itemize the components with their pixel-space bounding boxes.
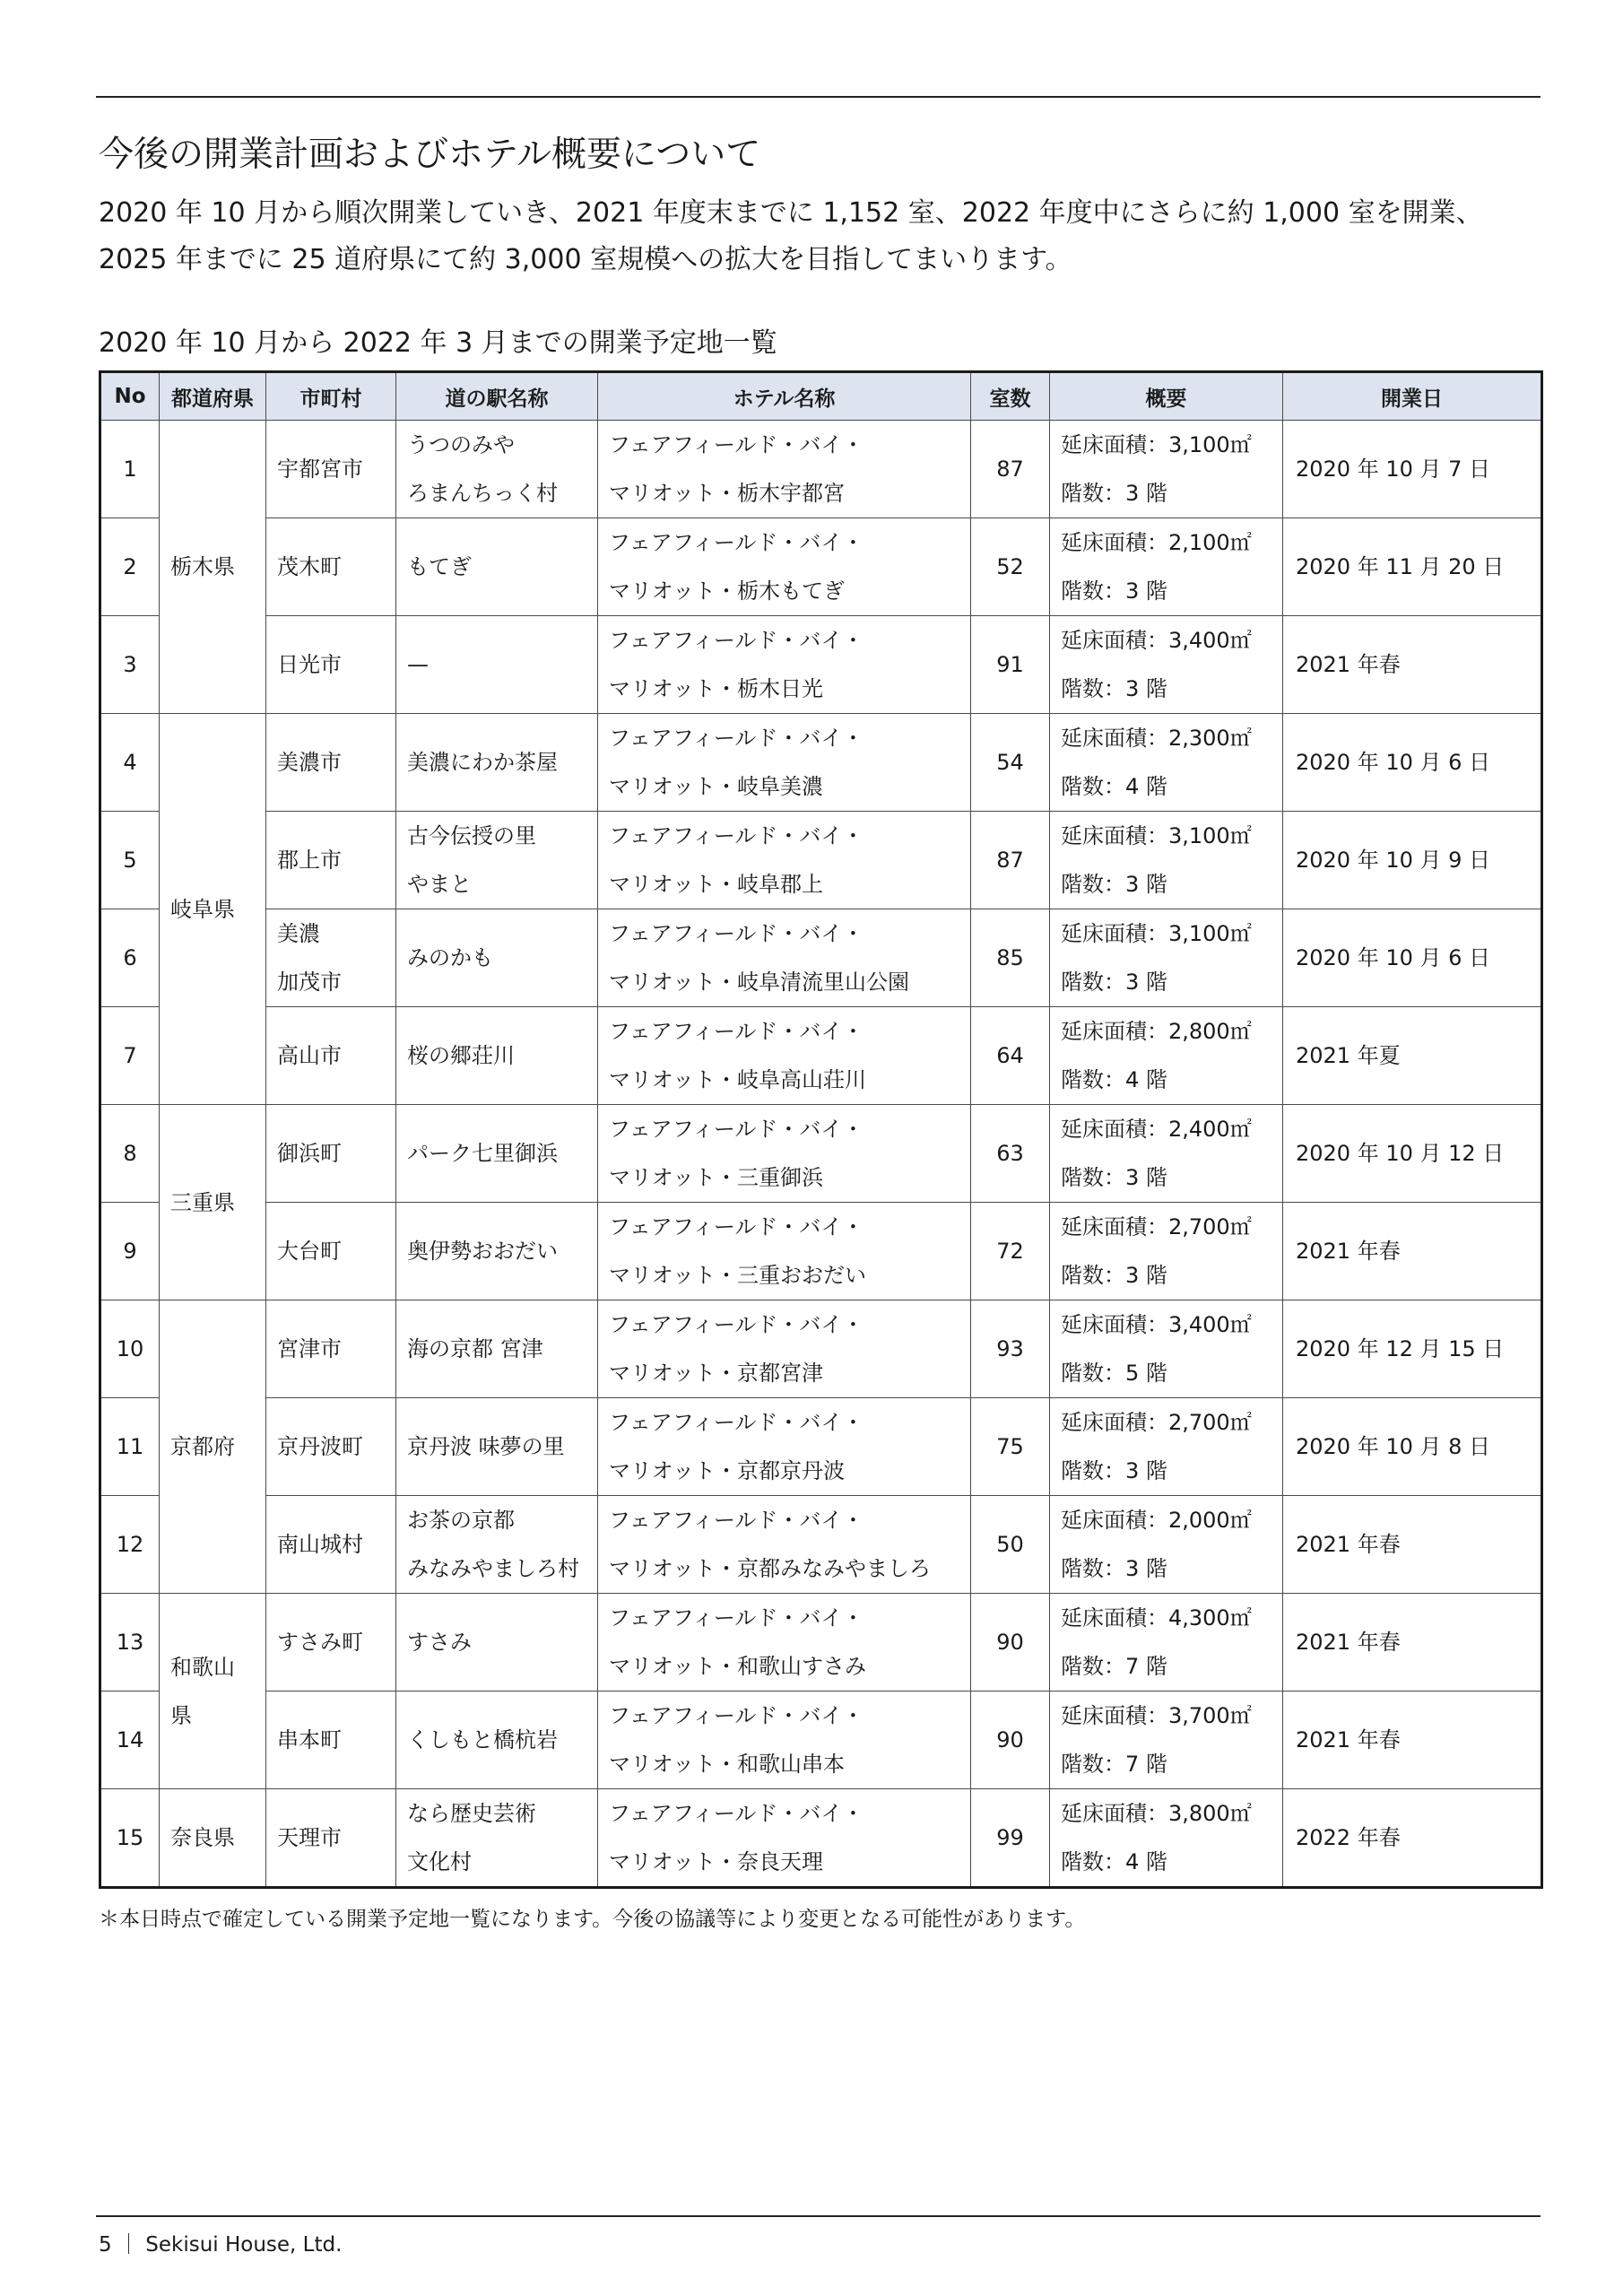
prefecture-cell: 岐阜県	[160, 714, 266, 1105]
prefecture-cell: 三重県	[160, 1105, 266, 1300]
city-cell	[266, 1789, 396, 1888]
floor-count: 階数：3 階	[1061, 1263, 1167, 1288]
rooms-cell: 99	[971, 1789, 1050, 1888]
table-row	[100, 1496, 1542, 1594]
table-row	[100, 812, 1542, 909]
city-line: 茂木町	[277, 554, 342, 579]
hotel-line: フェアフィールド・バイ・	[609, 1312, 864, 1337]
row-number: 12	[100, 1496, 160, 1594]
floor-count: 階数：3 階	[1061, 676, 1167, 701]
floor-area: 延床面積：3,100㎡	[1061, 432, 1252, 457]
row-number: 5	[100, 812, 160, 909]
row-number: 7	[100, 1007, 160, 1105]
row-number: 14	[100, 1692, 160, 1789]
station-cell	[396, 518, 598, 616]
floor-count: 階数：4 階	[1061, 774, 1167, 799]
hotel-line: フェアフィールド・バイ・	[609, 1605, 864, 1631]
floor-area: 延床面積：2,400㎡	[1061, 1117, 1252, 1142]
city-cell	[266, 1007, 396, 1105]
floor-count: 階数：5 階	[1061, 1361, 1167, 1386]
station-cell	[396, 1398, 598, 1496]
overview-cell	[1050, 1692, 1283, 1789]
station-cell	[396, 1203, 598, 1300]
city-line: 美濃	[277, 921, 320, 946]
intro-paragraph: 2020 年 10 月から順次開業していき、2021 年度末までに 1,152 室、2022 年度中にさらに約 1,000 室を開業、2025 年までに 25 道府県にて約 3,000 室規模への拡大を目指してまいります。	[99, 197, 1483, 275]
top-divider	[96, 96, 1541, 98]
floor-count: 階数：7 階	[1061, 1654, 1167, 1679]
station-cell	[396, 1007, 598, 1105]
station-cell	[396, 909, 598, 1007]
hotel-line: マリオット・岐阜高山荘川	[609, 1067, 867, 1092]
opening-date-cell: 2022 年春	[1283, 1789, 1542, 1888]
station-cell	[396, 1594, 598, 1692]
hotel-line: マリオット・三重おおだい	[609, 1263, 867, 1288]
opening-date-cell: 2021 年春	[1283, 1496, 1542, 1594]
rooms-cell: 90	[971, 1594, 1050, 1692]
floor-count: 階数：3 階	[1061, 1458, 1167, 1483]
station-cell	[396, 1496, 598, 1594]
opening-date-cell: 2020 年 10 月 6 日	[1283, 714, 1542, 812]
hotel-cell	[598, 1300, 971, 1398]
floor-count: 階数：4 階	[1061, 1067, 1167, 1092]
overview-cell	[1050, 812, 1283, 909]
hotel-line: マリオット・三重御浜	[609, 1165, 824, 1190]
city-line: 日光市	[277, 652, 342, 677]
city-cell	[266, 518, 396, 616]
rooms-cell: 54	[971, 714, 1050, 812]
station-line: くしもと橋杭岩	[407, 1727, 558, 1752]
floor-area: 延床面積：2,700㎡	[1061, 1214, 1252, 1239]
city-line: 加茂市	[277, 970, 342, 995]
hotel-cell	[598, 1692, 971, 1789]
city-cell	[266, 1496, 396, 1594]
hotel-cell	[598, 1398, 971, 1496]
row-number: 13	[100, 1594, 160, 1692]
hotel-cell	[598, 518, 971, 616]
table-caption: 2020 年 10 月から 2022 年 3 月までの開業予定地一覧	[99, 327, 777, 359]
station-line: なら歴史芸術	[407, 1801, 536, 1826]
hotel-cell	[598, 1496, 971, 1594]
opening-date-cell: 2021 年春	[1283, 1692, 1542, 1789]
city-cell	[266, 1203, 396, 1300]
opening-date-cell: 2021 年春	[1283, 1594, 1542, 1692]
page-title: 今後の開業計画およびホテル概要について	[99, 135, 761, 175]
rooms-cell: 72	[971, 1203, 1050, 1300]
table-row	[100, 909, 1542, 1007]
rooms-cell: 85	[971, 909, 1050, 1007]
opening-date-cell: 2020 年 10 月 7 日	[1283, 421, 1542, 518]
rooms-cell: 63	[971, 1105, 1050, 1203]
table-header-row	[100, 372, 1542, 421]
header-hotel: ホテル名称	[598, 372, 971, 421]
city-line: 京丹波町	[277, 1434, 363, 1459]
header-station: 道の駅名称	[396, 372, 598, 421]
hotel-cell	[598, 421, 971, 518]
floor-area: 延床面積：2,100㎡	[1061, 530, 1252, 555]
table-row	[100, 1594, 1542, 1692]
floor-count: 階数：3 階	[1061, 481, 1167, 506]
table-row	[100, 616, 1542, 714]
opening-date-cell: 2020 年 12 月 15 日	[1283, 1300, 1542, 1398]
opening-plan-table	[99, 370, 1543, 1889]
station-line: みのかも	[407, 945, 493, 970]
station-cell	[396, 1789, 598, 1888]
station-line: パーク七里御浜	[407, 1141, 558, 1166]
header-no: No	[100, 372, 160, 421]
prefecture-cell: 奈良県	[160, 1789, 266, 1888]
hotel-cell	[598, 1105, 971, 1203]
station-line: もてぎ	[407, 554, 472, 579]
floor-area: 延床面積：3,400㎡	[1061, 1312, 1252, 1337]
hotel-line: マリオット・栃木宇都宮	[609, 481, 846, 506]
station-cell	[396, 421, 598, 518]
floor-area: 延床面積：2,800㎡	[1061, 1019, 1252, 1044]
city-cell	[266, 1692, 396, 1789]
hotel-line: フェアフィールド・バイ・	[609, 726, 864, 751]
hotel-cell	[598, 812, 971, 909]
floor-count: 階数：4 階	[1061, 1849, 1167, 1874]
rooms-cell: 52	[971, 518, 1050, 616]
city-cell	[266, 1105, 396, 1203]
overview-cell	[1050, 1496, 1283, 1594]
floor-area: 延床面積：3,100㎡	[1061, 823, 1252, 848]
opening-date-cell: 2020 年 10 月 8 日	[1283, 1398, 1542, 1496]
floor-count: 階数：3 階	[1061, 1165, 1167, 1190]
row-number: 9	[100, 1203, 160, 1300]
overview-cell	[1050, 1594, 1283, 1692]
row-number: 1	[100, 421, 160, 518]
hotel-line: マリオット・奈良天理	[609, 1849, 824, 1874]
city-line: 高山市	[277, 1043, 342, 1068]
header-rooms: 室数	[971, 372, 1050, 421]
rooms-cell: 93	[971, 1300, 1050, 1398]
hotel-line: マリオット・岐阜郡上	[609, 872, 824, 897]
floor-area: 延床面積：3,700㎡	[1061, 1703, 1252, 1728]
city-line: 美濃市	[277, 750, 342, 775]
prefecture-cell: 京都府	[160, 1300, 266, 1594]
hotel-line: フェアフィールド・バイ・	[609, 530, 864, 555]
floor-area: 延床面積：2,300㎡	[1061, 726, 1252, 751]
city-cell	[266, 616, 396, 714]
hotel-line: マリオット・京都みなみやましろ	[609, 1556, 932, 1581]
row-number: 10	[100, 1300, 160, 1398]
station-line: やまと	[407, 872, 472, 897]
floor-area: 延床面積：2,000㎡	[1061, 1508, 1252, 1533]
station-line: お茶の京都	[407, 1508, 515, 1533]
row-number: 11	[100, 1398, 160, 1496]
table-row	[100, 421, 1542, 518]
table-row	[100, 1300, 1542, 1398]
opening-date-cell: 2021 年春	[1283, 1203, 1542, 1300]
hotel-line: フェアフィールド・バイ・	[609, 1214, 864, 1239]
floor-area: 延床面積：2,700㎡	[1061, 1410, 1252, 1435]
station-line: 美濃にわか茶屋	[407, 750, 558, 775]
table-row	[100, 518, 1542, 616]
station-cell	[396, 714, 598, 812]
floor-count: 階数：7 階	[1061, 1752, 1167, 1777]
prefecture-cell: 和歌山県	[160, 1594, 266, 1789]
city-line: 宇都宮市	[277, 457, 363, 482]
opening-date-cell: 2021 年春	[1283, 616, 1542, 714]
city-cell	[266, 909, 396, 1007]
station-cell	[396, 1692, 598, 1789]
floor-area: 延床面積：3,800㎡	[1061, 1801, 1252, 1826]
overview-cell	[1050, 909, 1283, 1007]
city-line: 御浜町	[277, 1141, 342, 1166]
hotel-line: マリオット・京都京丹波	[609, 1458, 846, 1483]
city-line: 宮津市	[277, 1336, 342, 1361]
station-cell	[396, 1105, 598, 1203]
row-number: 6	[100, 909, 160, 1007]
station-line: ろまんちっく村	[407, 481, 558, 506]
city-cell	[266, 1398, 396, 1496]
table-row	[100, 714, 1542, 812]
floor-count: 階数：3 階	[1061, 970, 1167, 995]
hotel-line: マリオット・栃木日光	[609, 676, 824, 701]
page-footer: 5 ｜ Sekisui House, Ltd.	[99, 2233, 343, 2257]
table-row	[100, 1692, 1542, 1789]
rooms-cell: 91	[971, 616, 1050, 714]
overview-cell	[1050, 1007, 1283, 1105]
hotel-line: マリオット・栃木もてぎ	[609, 578, 846, 604]
hotel-cell	[598, 1789, 971, 1888]
bottom-divider	[96, 2215, 1541, 2217]
opening-date-cell: 2020 年 10 月 12 日	[1283, 1105, 1542, 1203]
station-cell	[396, 812, 598, 909]
overview-cell	[1050, 1789, 1283, 1888]
opening-date-cell: 2020 年 10 月 9 日	[1283, 812, 1542, 909]
hotel-line: フェアフィールド・バイ・	[609, 921, 864, 946]
overview-cell	[1050, 714, 1283, 812]
header-prefecture: 都道府県	[160, 372, 266, 421]
hotel-line: フェアフィールド・バイ・	[609, 1410, 864, 1435]
hotel-line: マリオット・和歌山串本	[609, 1752, 846, 1777]
station-cell	[396, 1300, 598, 1398]
overview-cell	[1050, 616, 1283, 714]
station-line: すさみ	[407, 1630, 472, 1655]
city-line: 天理市	[277, 1825, 342, 1850]
table-row	[100, 1789, 1542, 1888]
station-line: 海の京都 宮津	[407, 1336, 543, 1361]
overview-cell	[1050, 1203, 1283, 1300]
opening-date-cell: 2020 年 10 月 6 日	[1283, 909, 1542, 1007]
hotel-line: マリオット・岐阜清流里山公園	[609, 970, 910, 995]
hotel-line: フェアフィールド・バイ・	[609, 1019, 864, 1044]
rooms-cell: 64	[971, 1007, 1050, 1105]
station-line: 古今伝授の里	[407, 823, 536, 848]
floor-area: 延床面積：3,100㎡	[1061, 921, 1252, 946]
city-line: 大台町	[277, 1239, 342, 1264]
city-cell	[266, 714, 396, 812]
row-number: 2	[100, 518, 160, 616]
station-line: —	[407, 652, 429, 677]
city-cell	[266, 421, 396, 518]
floor-count: 階数：3 階	[1061, 1556, 1167, 1581]
rooms-cell: 75	[971, 1398, 1050, 1496]
hotel-line: マリオット・岐阜美濃	[609, 774, 824, 799]
hotel-line: フェアフィールド・バイ・	[609, 823, 864, 848]
city-line: 南山城村	[277, 1532, 363, 1557]
row-number: 15	[100, 1789, 160, 1888]
opening-date-cell: 2021 年夏	[1283, 1007, 1542, 1105]
city-line: 串本町	[277, 1727, 342, 1752]
header-opening-date: 開業日	[1283, 372, 1542, 421]
row-number: 8	[100, 1105, 160, 1203]
hotel-cell	[598, 1594, 971, 1692]
station-line: みなみやましろ村	[407, 1556, 579, 1581]
station-line: 京丹波 味夢の里	[407, 1434, 565, 1459]
table-row	[100, 1203, 1542, 1300]
hotel-cell	[598, 1203, 971, 1300]
hotel-line: フェアフィールド・バイ・	[609, 1703, 864, 1728]
overview-cell	[1050, 1300, 1283, 1398]
table-row	[100, 1398, 1542, 1496]
floor-area: 延床面積：3,400㎡	[1061, 628, 1252, 653]
hotel-line: フェアフィールド・バイ・	[609, 628, 864, 653]
row-number: 4	[100, 714, 160, 812]
hotel-cell	[598, 909, 971, 1007]
city-line: すさみ町	[277, 1630, 363, 1655]
hotel-line: マリオット・京都宮津	[609, 1361, 824, 1386]
footnote: ＊本日時点で確定している開業予定地一覧になります。今後の協議等により変更となる可能性があります。	[99, 1908, 1086, 1931]
hotel-line: マリオット・和歌山すさみ	[609, 1654, 867, 1679]
rooms-cell: 50	[971, 1496, 1050, 1594]
overview-cell	[1050, 1398, 1283, 1496]
station-line: 文化村	[407, 1849, 472, 1874]
hotel-cell	[598, 714, 971, 812]
hotel-line: フェアフィールド・バイ・	[609, 1117, 864, 1142]
hotel-line: フェアフィールド・バイ・	[609, 1801, 864, 1826]
city-cell	[266, 812, 396, 909]
floor-area: 延床面積：4,300㎡	[1061, 1605, 1252, 1631]
city-cell	[266, 1300, 396, 1398]
station-line: 桜の郷荘川	[407, 1043, 515, 1068]
station-line: 奥伊勢おおだい	[407, 1239, 558, 1264]
rooms-cell: 90	[971, 1692, 1050, 1789]
city-cell	[266, 1594, 396, 1692]
overview-cell	[1050, 518, 1283, 616]
city-line: 郡上市	[277, 848, 342, 873]
opening-date-cell: 2020 年 11 月 20 日	[1283, 518, 1542, 616]
header-overview: 概要	[1050, 372, 1283, 421]
header-city: 市町村	[266, 372, 396, 421]
table-row	[100, 1007, 1542, 1105]
station-cell	[396, 616, 598, 714]
hotel-line: フェアフィールド・バイ・	[609, 1508, 864, 1533]
overview-cell	[1050, 421, 1283, 518]
floor-count: 階数：3 階	[1061, 872, 1167, 897]
prefecture-cell: 栃木県	[160, 421, 266, 714]
station-line: うつのみや	[407, 432, 515, 457]
hotel-line: フェアフィールド・バイ・	[609, 432, 864, 457]
overview-cell	[1050, 1105, 1283, 1203]
floor-count: 階数：3 階	[1061, 578, 1167, 604]
rooms-cell: 87	[971, 812, 1050, 909]
rooms-cell: 87	[971, 421, 1050, 518]
hotel-cell	[598, 1007, 971, 1105]
hotel-cell	[598, 616, 971, 714]
row-number: 3	[100, 616, 160, 714]
table-row	[100, 1105, 1542, 1203]
